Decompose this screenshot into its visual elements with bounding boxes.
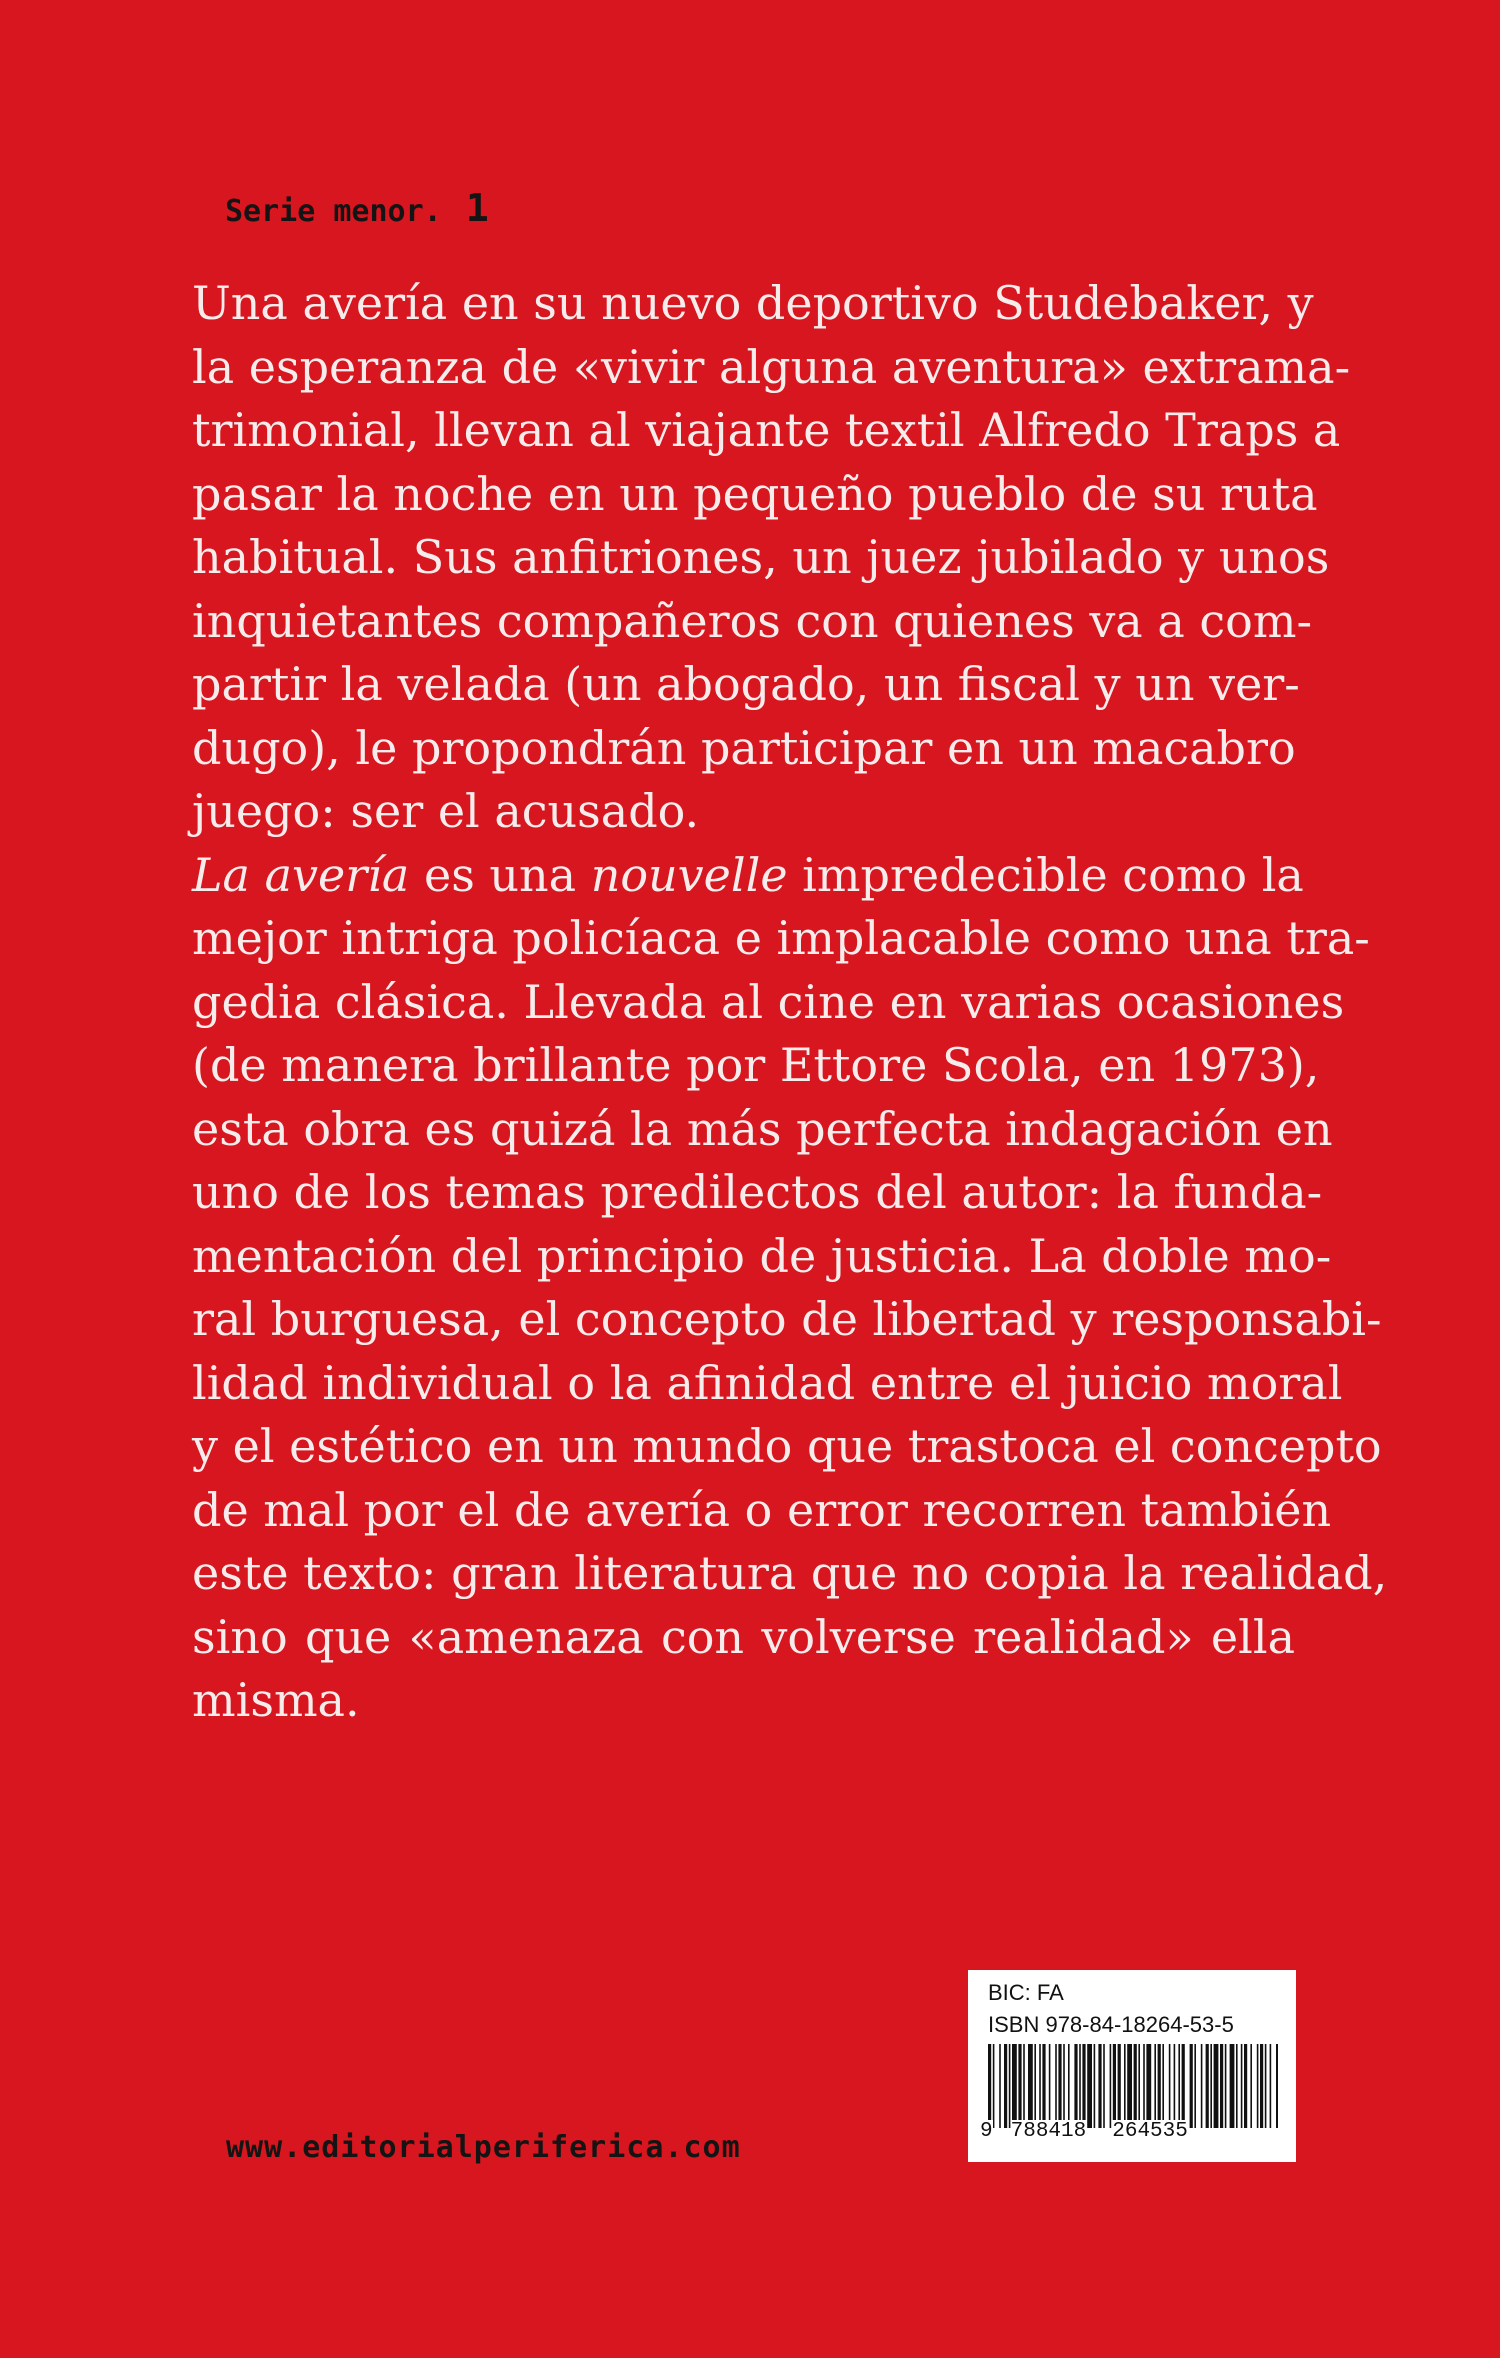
barcode-bar	[1210, 2044, 1212, 2128]
isbn-number: ISBN 978-84-18264-53-5	[988, 2012, 1234, 2037]
barcode-bar	[1190, 2044, 1193, 2128]
barcode-bar	[1225, 2044, 1227, 2128]
blurb-line: uno de los temas predilectos del autor: la funda-	[192, 1165, 1323, 1219]
barcode-bar	[1004, 2044, 1007, 2128]
blurb-line: misma.	[192, 1673, 360, 1727]
blurb-line: sino que «amenaza con volverse realidad» ella	[192, 1609, 1295, 1664]
barcode-bar	[1127, 2044, 1132, 2128]
barcode-bar	[1206, 2044, 1209, 2128]
blurb-line: y el estético en un mundo que trastoca el concepto	[192, 1419, 1382, 1473]
barcode-bar	[1154, 2044, 1156, 2128]
barcode-bar	[1276, 2044, 1278, 2128]
blurb-line: La avería es una nouvelle impredecible como la	[192, 847, 1304, 902]
series-name: Serie menor.	[225, 194, 442, 229]
barcode-bar	[1074, 2044, 1077, 2128]
barcode-bar	[1039, 2044, 1041, 2128]
barcode-bar	[1146, 2044, 1151, 2128]
barcode-bar	[1082, 2044, 1085, 2128]
barcode-bar	[1049, 2044, 1051, 2128]
publisher-website[interactable]: www.editorialperiferica.com	[226, 2130, 741, 2165]
blurb-line: juego: ser el acusado.	[192, 784, 700, 838]
barcode-bar	[1250, 2044, 1252, 2128]
barcode-bar	[1018, 2044, 1021, 2128]
barcode-bar	[1244, 2044, 1247, 2128]
barcode-bar	[993, 2044, 995, 2128]
barcode-bar	[1260, 2044, 1263, 2128]
blurb-line: trimonial, llevan al viajante textil Alfredo Traps a	[192, 403, 1341, 457]
barcode-bar	[1042, 2044, 1045, 2128]
blurb-line: ral burguesa, el concepto de libertad y responsabi-	[192, 1292, 1382, 1346]
bic-code: BIC: FA	[988, 1980, 1064, 2005]
blurb-line: mentación del principio de justicia. La doble mo-	[192, 1228, 1332, 1283]
barcode-bar	[1028, 2044, 1033, 2128]
blurb-line: mejor intriga policíaca e implacable como una tra-	[192, 911, 1370, 965]
barcode-graphic	[988, 2044, 1278, 2128]
blurb-line: lidad individual o la afinidad entre el juicio moral	[192, 1355, 1343, 1410]
blurb-line: la esperanza de «vivir alguna aventura» extrama-	[192, 339, 1351, 394]
barcode-bar	[1270, 2044, 1272, 2128]
barcode-bar	[1201, 2044, 1203, 2128]
barcode-bar	[1257, 2044, 1259, 2128]
barcode-bar	[1098, 2044, 1101, 2128]
blurb-line: este texto: gran literatura que no copia la realidad,	[192, 1546, 1388, 1600]
barcode-bar	[1174, 2044, 1176, 2128]
barcode-bar	[1162, 2044, 1164, 2128]
barcode-bar	[1220, 2044, 1223, 2128]
blurb-line: de mal por el de avería o error recorren también	[192, 1482, 1332, 1537]
series-number: 1	[465, 186, 489, 230]
blurb-line: gedia clásica. Llevada al cine en varias ocasiones	[192, 974, 1345, 1029]
blurb-line: Una avería en su nuevo deportivo Studebaker, y	[192, 276, 1314, 330]
barcode-bar	[1087, 2044, 1092, 2128]
barcode-bar	[1068, 2044, 1070, 2128]
blurb-line: (de manera brillante por Ettore Scola, en 1973),	[192, 1038, 1320, 1092]
barcode-bar	[1241, 2044, 1243, 2128]
barcode-bar	[1124, 2044, 1126, 2128]
barcode-bar	[1009, 2044, 1011, 2128]
nouvelle-italic: nouvelle	[590, 847, 788, 902]
barcode-bar	[1012, 2044, 1017, 2128]
barcode-bar	[1079, 2044, 1081, 2128]
barcode-bar	[1118, 2044, 1121, 2128]
isbn-barcode-label	[968, 1970, 1296, 2162]
barcode-bar	[999, 2044, 1001, 2128]
barcode-bar	[1236, 2044, 1238, 2128]
barcode-bar	[1158, 2044, 1161, 2128]
blurb-line: inquietantes compañeros con quienes va a com-	[192, 593, 1313, 648]
barcode-bar	[1265, 2044, 1267, 2128]
barcode-bar	[1214, 2044, 1219, 2128]
barcode-bar	[1230, 2044, 1235, 2128]
barcode-bar	[1138, 2044, 1140, 2128]
barcode-bar	[1182, 2044, 1185, 2128]
barcode-bar	[1134, 2044, 1137, 2128]
barcode-bar	[1023, 2044, 1025, 2128]
blurb-line: habitual. Sus anfitriones, un juez jubilado y unos	[192, 530, 1330, 584]
blurb-line: esta obra es quizá la más perfecta indagación en	[192, 1101, 1333, 1156]
barcode-bar	[1034, 2044, 1036, 2128]
series-label	[225, 186, 489, 230]
blurb-line: partir la velada (un abogado, un fiscal y un ver-	[192, 657, 1300, 711]
barcode-bar	[1169, 2044, 1171, 2128]
barcode-bar	[1094, 2044, 1096, 2128]
book-title-italic: La avería	[192, 847, 410, 902]
barcode-bar	[988, 2044, 991, 2128]
barcode-bar	[1055, 2044, 1057, 2128]
barcode-bar	[1110, 2044, 1112, 2128]
blurb-text	[192, 272, 1388, 1733]
barcode-bar	[1194, 2044, 1196, 2128]
barcode-bar	[1178, 2044, 1180, 2128]
barcode-bar	[1143, 2044, 1145, 2128]
barcode-bar	[1058, 2044, 1061, 2128]
blurb-line: dugo), le propondrán participar en un macabro	[192, 720, 1296, 775]
barcode-bar	[1063, 2044, 1065, 2128]
barcode-bar	[1113, 2044, 1116, 2128]
barcode-bar	[1103, 2044, 1105, 2128]
barcode-digits: 9 788418 264535	[980, 2120, 1188, 2143]
blurb-line: pasar la noche en un pequeño pueblo de su ruta	[192, 466, 1318, 521]
